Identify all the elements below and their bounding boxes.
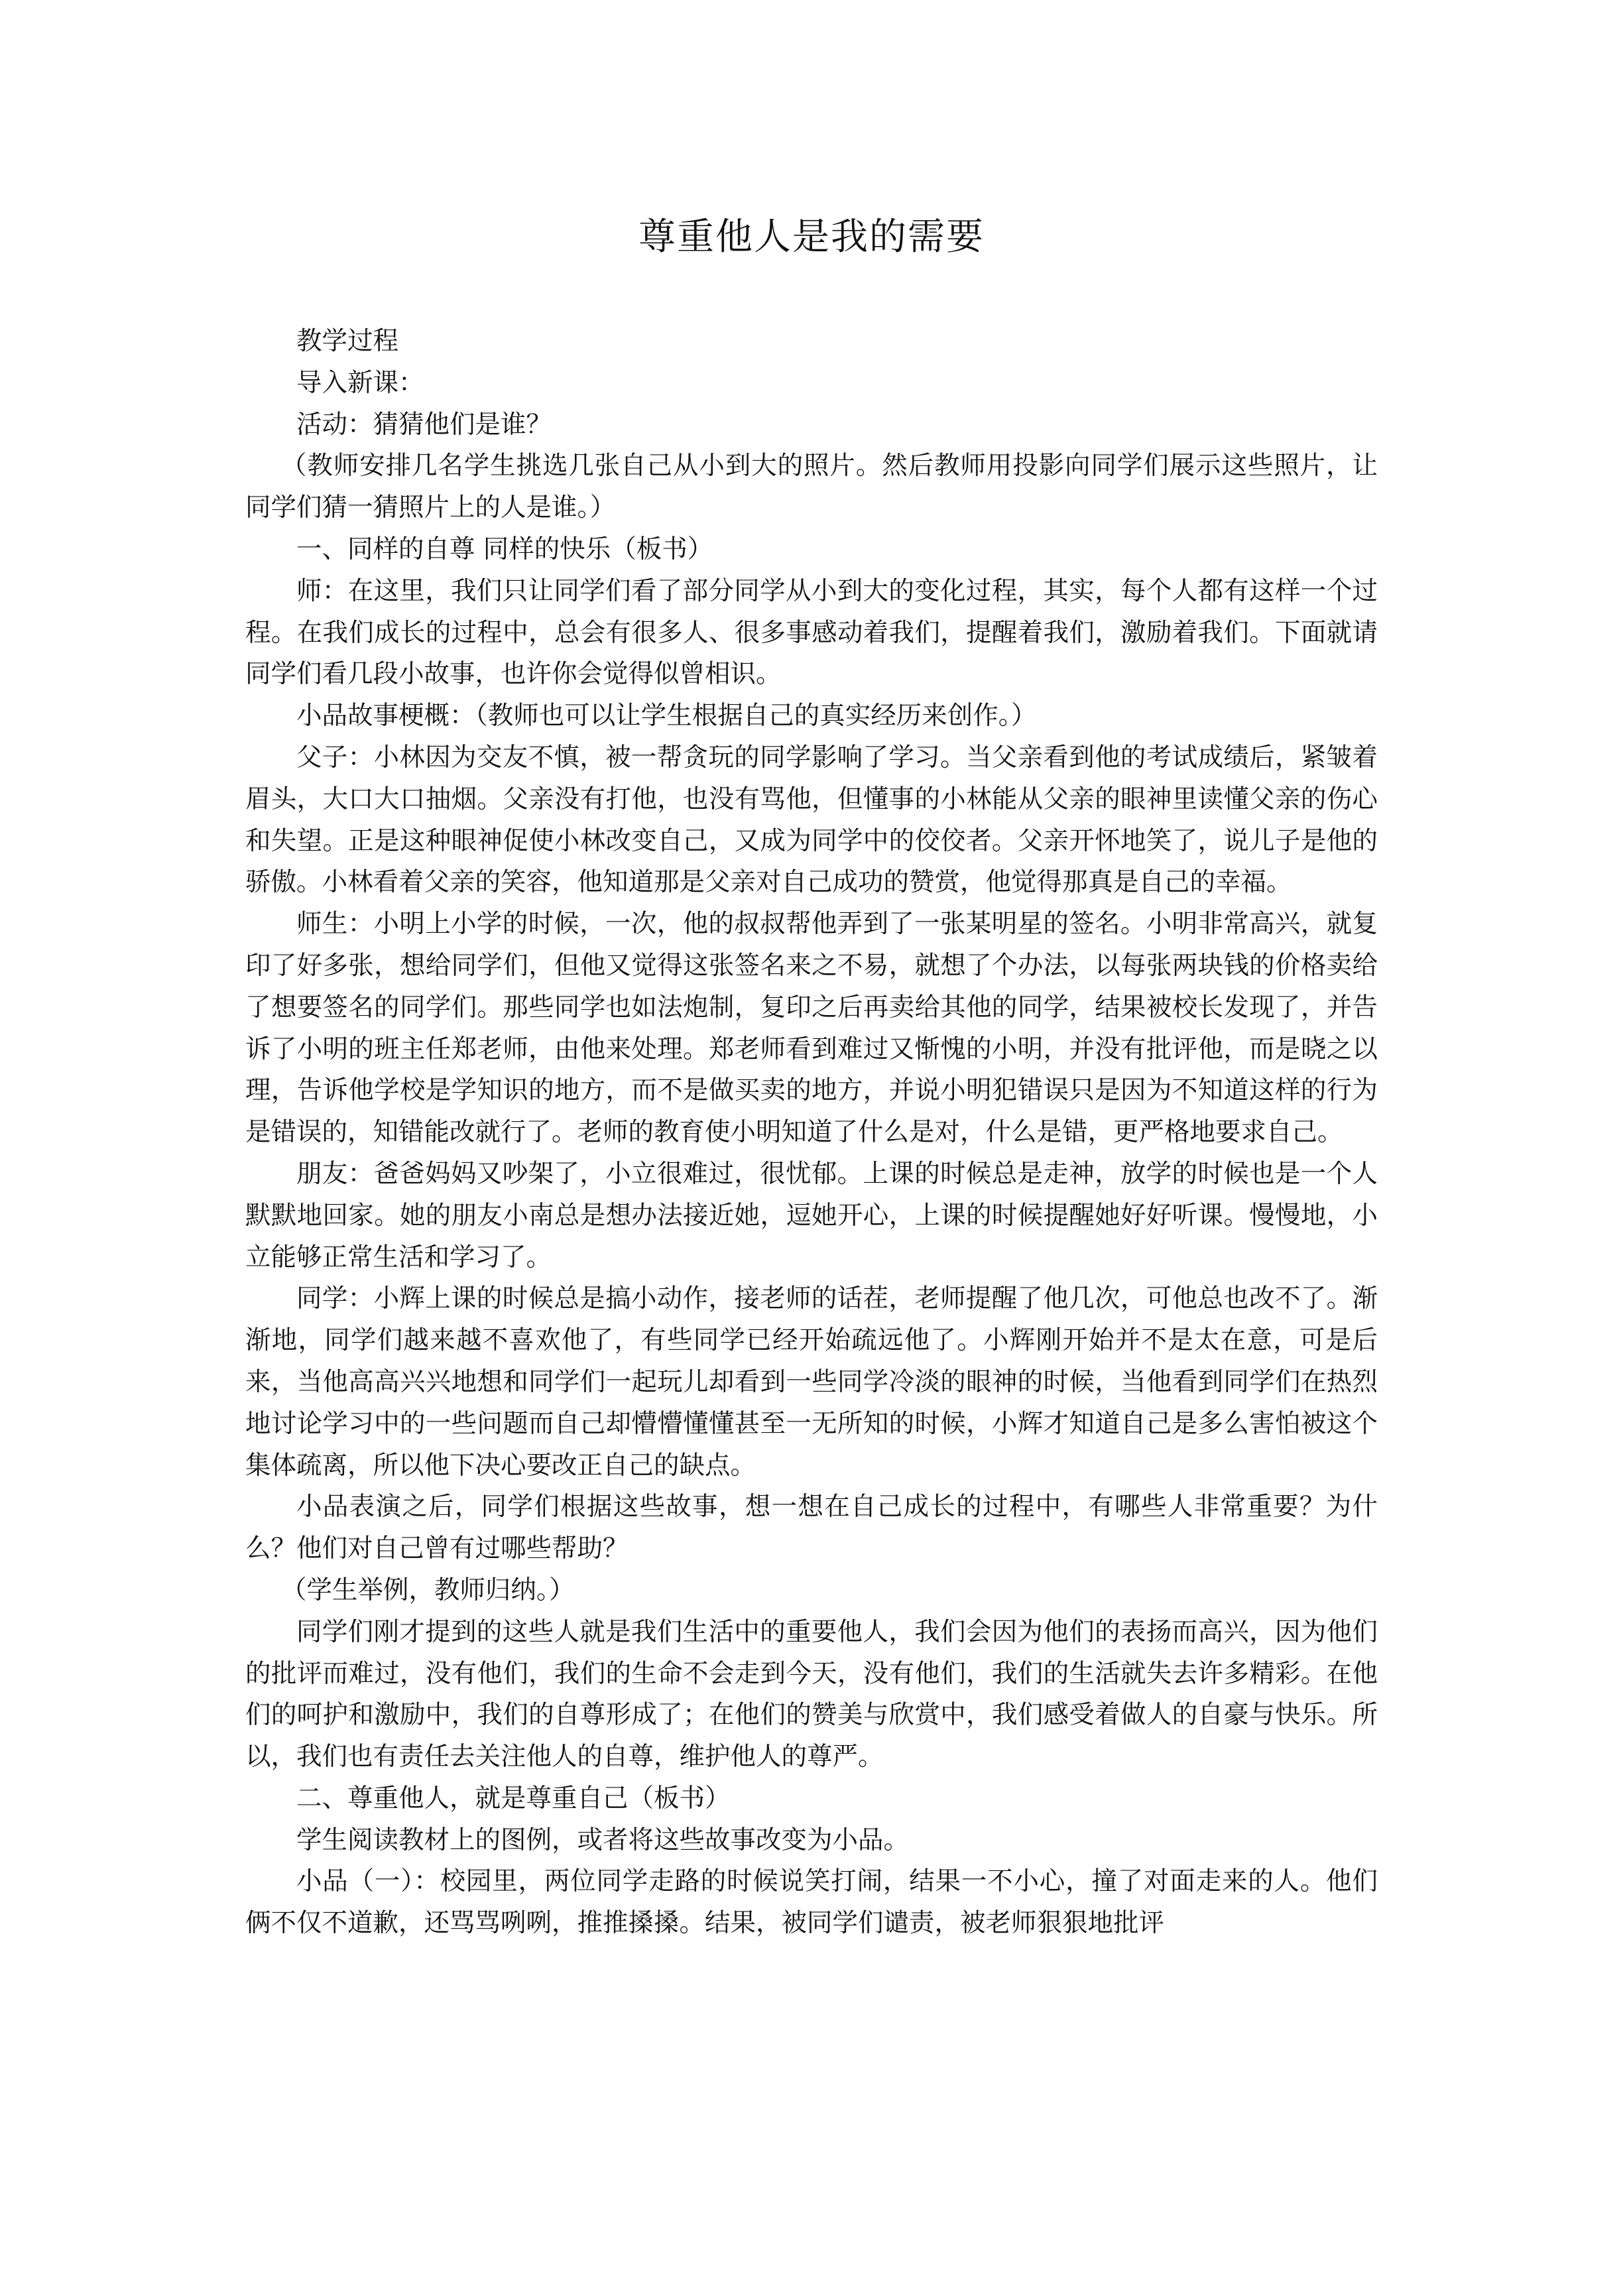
paragraph-activity-note: （教师安排几名学生挑选几张自己从小到大的照片。然后教师用投影向同学们展示这些照片，让同学们猜一猜照片上的人是谁。） (245, 451, 1378, 523)
paragraph-reading: 学生阅读教材上的图例，或者将这些故事改变为小品。 (296, 1825, 910, 1855)
paragraph-heading-intro: 导入新课： (296, 367, 424, 398)
paragraph-activity: 活动：猜猜他们是谁？ (296, 409, 552, 440)
section-heading-2: 二、尊重他人，就是尊重自己（板书） (296, 1783, 731, 1813)
section-heading-1: 一、同样的自尊 同样的快乐（板书） (296, 534, 713, 564)
document-body (245, 321, 1378, 1945)
paragraph-father-son: 父子：小林因为交友不慎，被一帮贪玩的同学影响了学习。当父亲看到他的考试成绩后，紧皱着眉头，大口大口抽烟。父亲没有打他，也没有骂他，但懂事的小林能从父亲的眼神里读懂父亲的伤心和失望。正是这种眼神促使小林改变自己，又成为同学中的佼佼者。父亲开怀地笑了，说儿子是他的骄傲。小林看着父亲的笑容，他知道那是父亲对自己成功的赞赏，他觉得那真是自己的幸福。 (245, 742, 1378, 898)
paragraph-student-examples: （学生举例，教师归纳。） (280, 1575, 575, 1605)
paragraph-heading-teaching-process: 教学过程 (296, 326, 399, 356)
paragraph-skit-one: 小品（一）：校园里，两位同学走路的时候说笑打闹，结果一不小心，撞了对面走来的人。他们俩不仅不道歉，还骂骂咧咧，推推搡搡。结果，被同学们谴责，被老师狠狠地批评 (245, 1866, 1378, 1939)
paragraph-important-others: 同学们刚才提到的这些人就是我们生活中的重要他人，我们会因为他们的表扬而高兴，因为他们的批评而难过，没有他们，我们的生命不会走到今天，没有他们，我们的生活就失去许多精彩。在他们的呵护和激励中，我们的自尊形成了；在他们的赞美与欣赏中，我们感受着做人的自豪与快乐。所以，我们也有责任去关注他人的自尊，维护他人的尊严。 (245, 1616, 1378, 1772)
paragraph-teacher-student: 师生：小明上小学的时候，一次，他的叔叔帮他弄到了一张某明星的签名。小明非常高兴，就复印了好多张，想给同学们，但他又觉得这张签名来之不易，就想了个办法，以每张两块钱的价格卖给了想要签名的同学们。那些同学也如法炮制，复印之后再卖给其他的同学，结果被校长发现了，并告诉了小明的班主任郑老师，由他来处理。郑老师看到难过又惭愧的小明，并没有批评他，而是晓之以理，告诉他学校是学知识的地方，而不是做买卖的地方，并说小明犯错误只是因为不知道这样的行为是错误的，知错能改就行了。老师的教育使小明知道了什么是对，什么是错，更严格地要求自己。 (245, 909, 1378, 1148)
paragraph-after-skit: 小品表演之后，同学们根据这些故事，想一想在自己成长的过程中，有哪些人非常重要？为什么？他们对自己曾有过哪些帮助？ (245, 1492, 1378, 1564)
paragraph-teacher-remark: 师：在这里，我们只让同学们看了部分同学从小到大的变化过程，其实，每个人都有这样一个过程。在我们成长的过程中，总会有很多人、很多事感动着我们，提醒着我们，激励着我们。下面就请同学们看几段小故事，也许你会觉得似曾相识。 (245, 575, 1378, 690)
paragraph-friend: 朋友：爸爸妈妈又吵架了，小立很难过，很忧郁。上课的时候总是走神，放学的时候也是一个人默默地回家。她的朋友小南总是想办法接近她，逗她开心，上课的时候提醒她好好听课。慢慢地，小立能够正常生活和学习了。 (245, 1158, 1378, 1272)
paragraph-skit-outline: 小品故事梗概：（教师也可以让学生根据自己的真实经历来创作。） (296, 701, 1037, 731)
document-title: 尊重他人是我的需要 (638, 215, 985, 259)
paragraph-classmate: 同学：小辉上课的时候总是搞小动作，接老师的话茬，老师提醒了他几次，可他总也改不了。渐渐地，同学们越来越不喜欢他了，有些同学已经开始疏远他了。小辉刚开始并不是太在意，可是后来，当他高高兴兴地想和同学们一起玩儿却看到一些同学冷淡的眼神的时候，当他看到同学们在热烈地讨论学习中的一些问题而自己却懵懵懂懂甚至一无所知的时候，小辉才知道自己是多么害怕被这个集体疏离，所以他下决心要改正自己的缺点。 (245, 1284, 1378, 1480)
